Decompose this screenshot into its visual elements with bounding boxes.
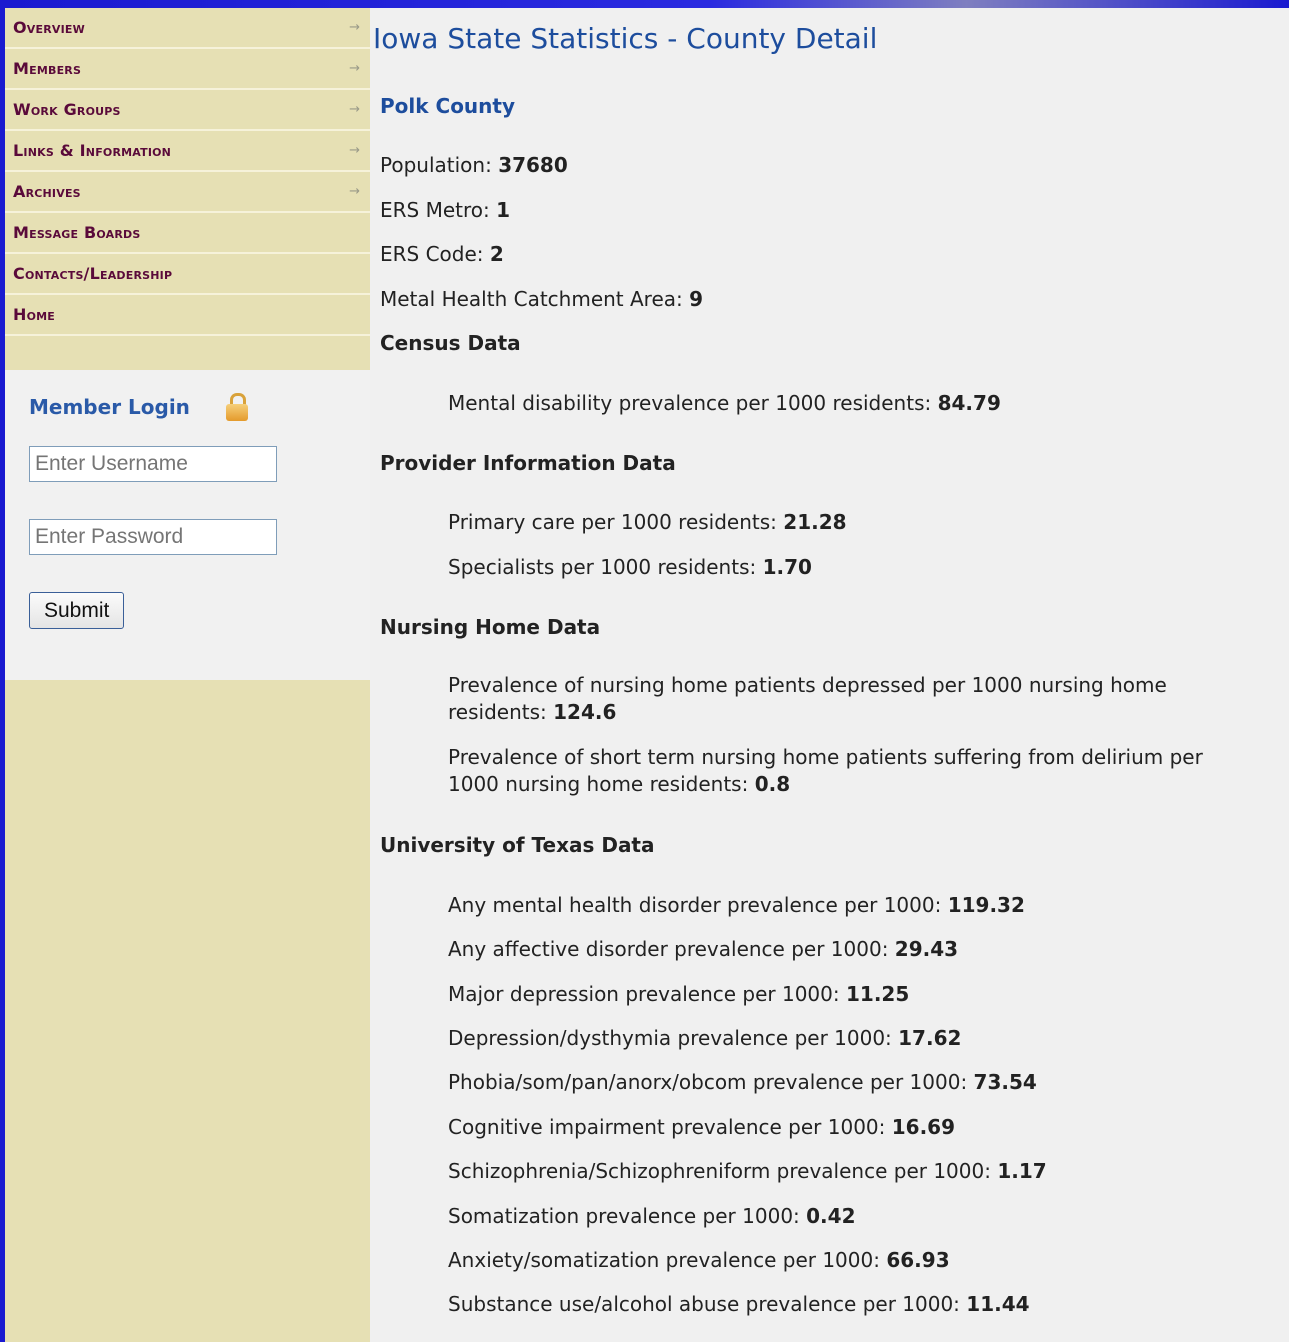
row-label: Major depression prevalence per 1000: bbox=[448, 982, 846, 1006]
data-row bbox=[448, 1248, 950, 1272]
section-heading-census: Census Data bbox=[380, 331, 521, 355]
data-row bbox=[448, 893, 1025, 917]
row-label: Primary care per 1000 residents: bbox=[448, 510, 784, 534]
arrow-right-icon: → bbox=[349, 102, 360, 117]
arrow-right-icon: → bbox=[349, 184, 360, 199]
window-top-bar bbox=[0, 0, 1289, 8]
row-label: Prevalence of nursing home patients depressed per 1000 nursing home residents: bbox=[448, 673, 1167, 724]
nav-item-label: Archives bbox=[13, 182, 81, 201]
nav-item-label: Links & Information bbox=[13, 141, 172, 160]
data-row bbox=[448, 982, 909, 1006]
summary-label: ERS Metro: bbox=[380, 198, 497, 222]
row-label: Substance use/alcohol abuse prevalence per 1000: bbox=[448, 1292, 967, 1316]
summary-ers-metro bbox=[380, 198, 510, 222]
row-label: Somatization prevalence per 1000: bbox=[448, 1204, 807, 1228]
arrow-right-icon: → bbox=[349, 61, 360, 76]
row-value: 29.43 bbox=[894, 937, 959, 961]
summary-label: ERS Code: bbox=[380, 242, 490, 266]
nav-item-label: Members bbox=[13, 59, 82, 78]
data-row bbox=[448, 555, 812, 579]
nav-item-label: Home bbox=[13, 305, 56, 324]
row-value: 84.79 bbox=[937, 391, 1001, 415]
row-label: Phobia/som/pan/anorx/obcom prevalence per 1000: bbox=[448, 1070, 974, 1094]
county-name: Polk County bbox=[380, 94, 516, 118]
arrow-right-icon: → bbox=[349, 143, 360, 158]
row-value: 11.25 bbox=[845, 982, 910, 1006]
login-title: Member Login bbox=[29, 395, 190, 419]
section-heading-nursing: Nursing Home Data bbox=[380, 615, 601, 639]
row-value: 1.70 bbox=[762, 555, 812, 579]
data-row bbox=[448, 1159, 1047, 1183]
row-label: Schizophrenia/Schizophreniform prevalence per 1000: bbox=[448, 1159, 998, 1183]
lock-icon bbox=[226, 393, 248, 421]
data-row bbox=[448, 391, 1001, 415]
password-input[interactable] bbox=[29, 519, 277, 555]
summary-value: 1 bbox=[496, 198, 511, 222]
summary-value: 9 bbox=[689, 287, 704, 311]
nav-item-members[interactable] bbox=[5, 49, 370, 90]
nav-menu bbox=[5, 8, 370, 336]
nav-item-label: Message Boards bbox=[13, 223, 141, 242]
nav-spacer bbox=[5, 336, 370, 370]
data-row bbox=[448, 672, 1248, 726]
row-label: Depression/dysthymia prevalence per 1000: bbox=[448, 1026, 899, 1050]
row-value: 0.42 bbox=[806, 1204, 856, 1228]
nav-item-label: Work Groups bbox=[13, 100, 121, 119]
nav-item-contacts-leadership[interactable] bbox=[5, 254, 370, 295]
nav-item-label: Overview bbox=[13, 18, 85, 37]
nav-item-archives[interactable] bbox=[5, 172, 370, 213]
summary-population bbox=[380, 153, 568, 177]
member-login-panel bbox=[5, 370, 370, 680]
summary-value: 2 bbox=[489, 242, 504, 266]
row-label: Specialists per 1000 residents: bbox=[448, 555, 763, 579]
row-label: Any mental health disorder prevalence per 1000: bbox=[448, 893, 948, 917]
row-value: 16.69 bbox=[891, 1115, 956, 1139]
nav-item-message-boards[interactable] bbox=[5, 213, 370, 254]
username-input[interactable] bbox=[29, 446, 277, 482]
main-content bbox=[370, 8, 1289, 1342]
row-value: 119.32 bbox=[947, 893, 1025, 917]
row-label: Any affective disorder prevalence per 1000: bbox=[448, 937, 895, 961]
row-label: Mental disability prevalence per 1000 residents: bbox=[448, 391, 938, 415]
row-value: 66.93 bbox=[886, 1248, 950, 1272]
arrow-right-icon: → bbox=[349, 20, 360, 35]
login-header bbox=[29, 392, 370, 422]
row-label: Prevalence of short term nursing home patients suffering from delirium per 1000 nursing home residents: bbox=[448, 745, 1203, 796]
data-row bbox=[448, 1115, 955, 1139]
row-label: Cognitive impairment prevalence per 1000: bbox=[448, 1115, 892, 1139]
summary-label: Metal Health Catchment Area: bbox=[380, 287, 690, 311]
summary-catchment-area bbox=[380, 287, 703, 311]
row-value: 1.17 bbox=[997, 1159, 1047, 1183]
row-value: 17.62 bbox=[898, 1026, 962, 1050]
page-title: Iowa State Statistics - County Detail bbox=[373, 22, 878, 55]
nav-item-work-groups[interactable] bbox=[5, 90, 370, 131]
data-row bbox=[448, 1070, 1037, 1094]
row-value: 124.6 bbox=[553, 700, 617, 724]
data-row bbox=[448, 510, 847, 534]
nav-item-overview[interactable] bbox=[5, 8, 370, 49]
row-value: 73.54 bbox=[973, 1070, 1037, 1094]
row-value: 11.44 bbox=[966, 1292, 1030, 1316]
summary-label: Population: bbox=[380, 153, 499, 177]
row-label: Anxiety/somatization prevalence per 1000: bbox=[448, 1248, 887, 1272]
data-row bbox=[448, 1292, 1030, 1316]
nav-item-home[interactable] bbox=[5, 295, 370, 336]
row-value: 21.28 bbox=[783, 510, 847, 534]
summary-ers-code bbox=[380, 242, 504, 266]
row-value: 0.8 bbox=[754, 772, 791, 796]
data-row bbox=[448, 1026, 961, 1050]
data-row bbox=[448, 1204, 856, 1228]
summary-value: 37680 bbox=[498, 153, 568, 177]
data-row bbox=[448, 744, 1248, 798]
sidebar bbox=[5, 8, 370, 1342]
data-row bbox=[448, 937, 958, 961]
submit-button[interactable]: Submit bbox=[29, 592, 124, 629]
nav-item-links-information[interactable] bbox=[5, 131, 370, 172]
section-heading-provider: Provider Information Data bbox=[380, 451, 676, 475]
section-heading-texas: University of Texas Data bbox=[380, 833, 655, 857]
nav-item-label: Contacts/Leadership bbox=[13, 264, 173, 283]
page-frame bbox=[5, 8, 1289, 1342]
